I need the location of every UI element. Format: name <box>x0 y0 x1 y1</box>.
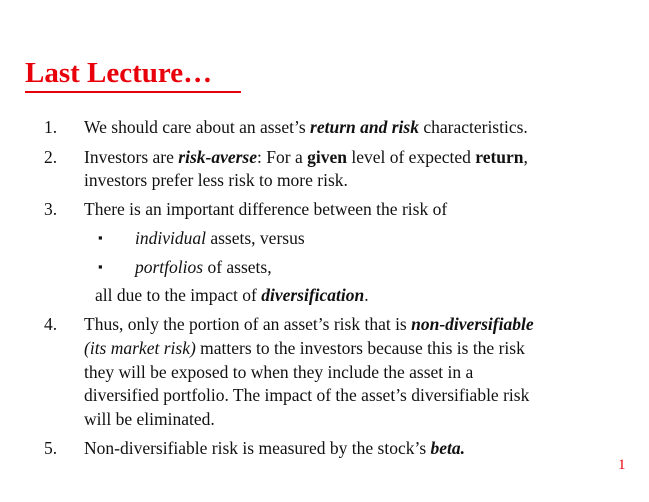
item-text <box>84 313 534 335</box>
item-number: 1. <box>44 117 58 137</box>
text-run: , <box>523 147 528 167</box>
text-run: (its market risk) <box>84 338 196 358</box>
item-text <box>84 408 215 430</box>
text-run: risk-averse <box>178 147 258 167</box>
text-run: characteristics. <box>418 117 528 137</box>
square-bullet-icon: ▪ <box>98 230 103 245</box>
text-run: individual <box>135 228 206 248</box>
item-text <box>84 116 528 138</box>
text-run: given <box>307 147 347 167</box>
slide-title: Last Lecture… <box>25 57 213 89</box>
text-run: return <box>475 147 524 167</box>
text-run: of assets, <box>203 257 272 277</box>
text-run: diversified portfolio. The impact of the asset’s diversifiable risk <box>84 385 530 405</box>
item-text <box>84 337 525 359</box>
text-run: all due to the impact of <box>95 285 262 305</box>
continuation-text <box>95 284 369 306</box>
text-run: return and risk <box>310 117 419 137</box>
text-run: matters to the investors because this is the risk <box>195 338 525 358</box>
text-run: . <box>364 285 369 305</box>
item-number: 3. <box>44 199 58 219</box>
text-run: level of expected <box>346 147 476 167</box>
text-run: Thus, only the portion of an asset’s risk that is <box>84 314 412 334</box>
text-run: Investors are <box>84 147 179 167</box>
slide-number: 1 <box>618 457 626 473</box>
text-run: will be eliminated. <box>84 409 215 429</box>
text-run: non-diversifiable <box>411 314 534 334</box>
item-text <box>84 384 529 406</box>
text-run: portfolios <box>135 257 204 277</box>
text-run: they will be exposed to when they include the asset in a <box>84 362 474 382</box>
sub-bullet-text <box>135 256 272 278</box>
text-run: : For a <box>257 147 308 167</box>
text-run: There is an important difference between the risk of <box>84 199 448 219</box>
text-run: assets, versus <box>205 228 305 248</box>
item-number: 2. <box>44 147 58 167</box>
item-number: 4. <box>44 314 58 334</box>
item-text <box>84 146 528 168</box>
item-text <box>84 169 348 191</box>
sub-bullet-text <box>135 227 305 249</box>
item-text <box>84 437 465 459</box>
item-number: 5. <box>44 438 58 458</box>
item-text <box>84 361 473 383</box>
text-run: investors prefer less risk to more risk. <box>84 170 348 190</box>
text-run: We should care about an asset’s <box>84 117 311 137</box>
text-run: diversification <box>261 285 365 305</box>
title-underline <box>25 91 241 93</box>
text-run: beta. <box>430 438 466 458</box>
text-run: Non-diversifiable risk is measured by the stock’s <box>84 438 431 458</box>
square-bullet-icon: ▪ <box>98 259 103 274</box>
item-text <box>84 198 447 220</box>
